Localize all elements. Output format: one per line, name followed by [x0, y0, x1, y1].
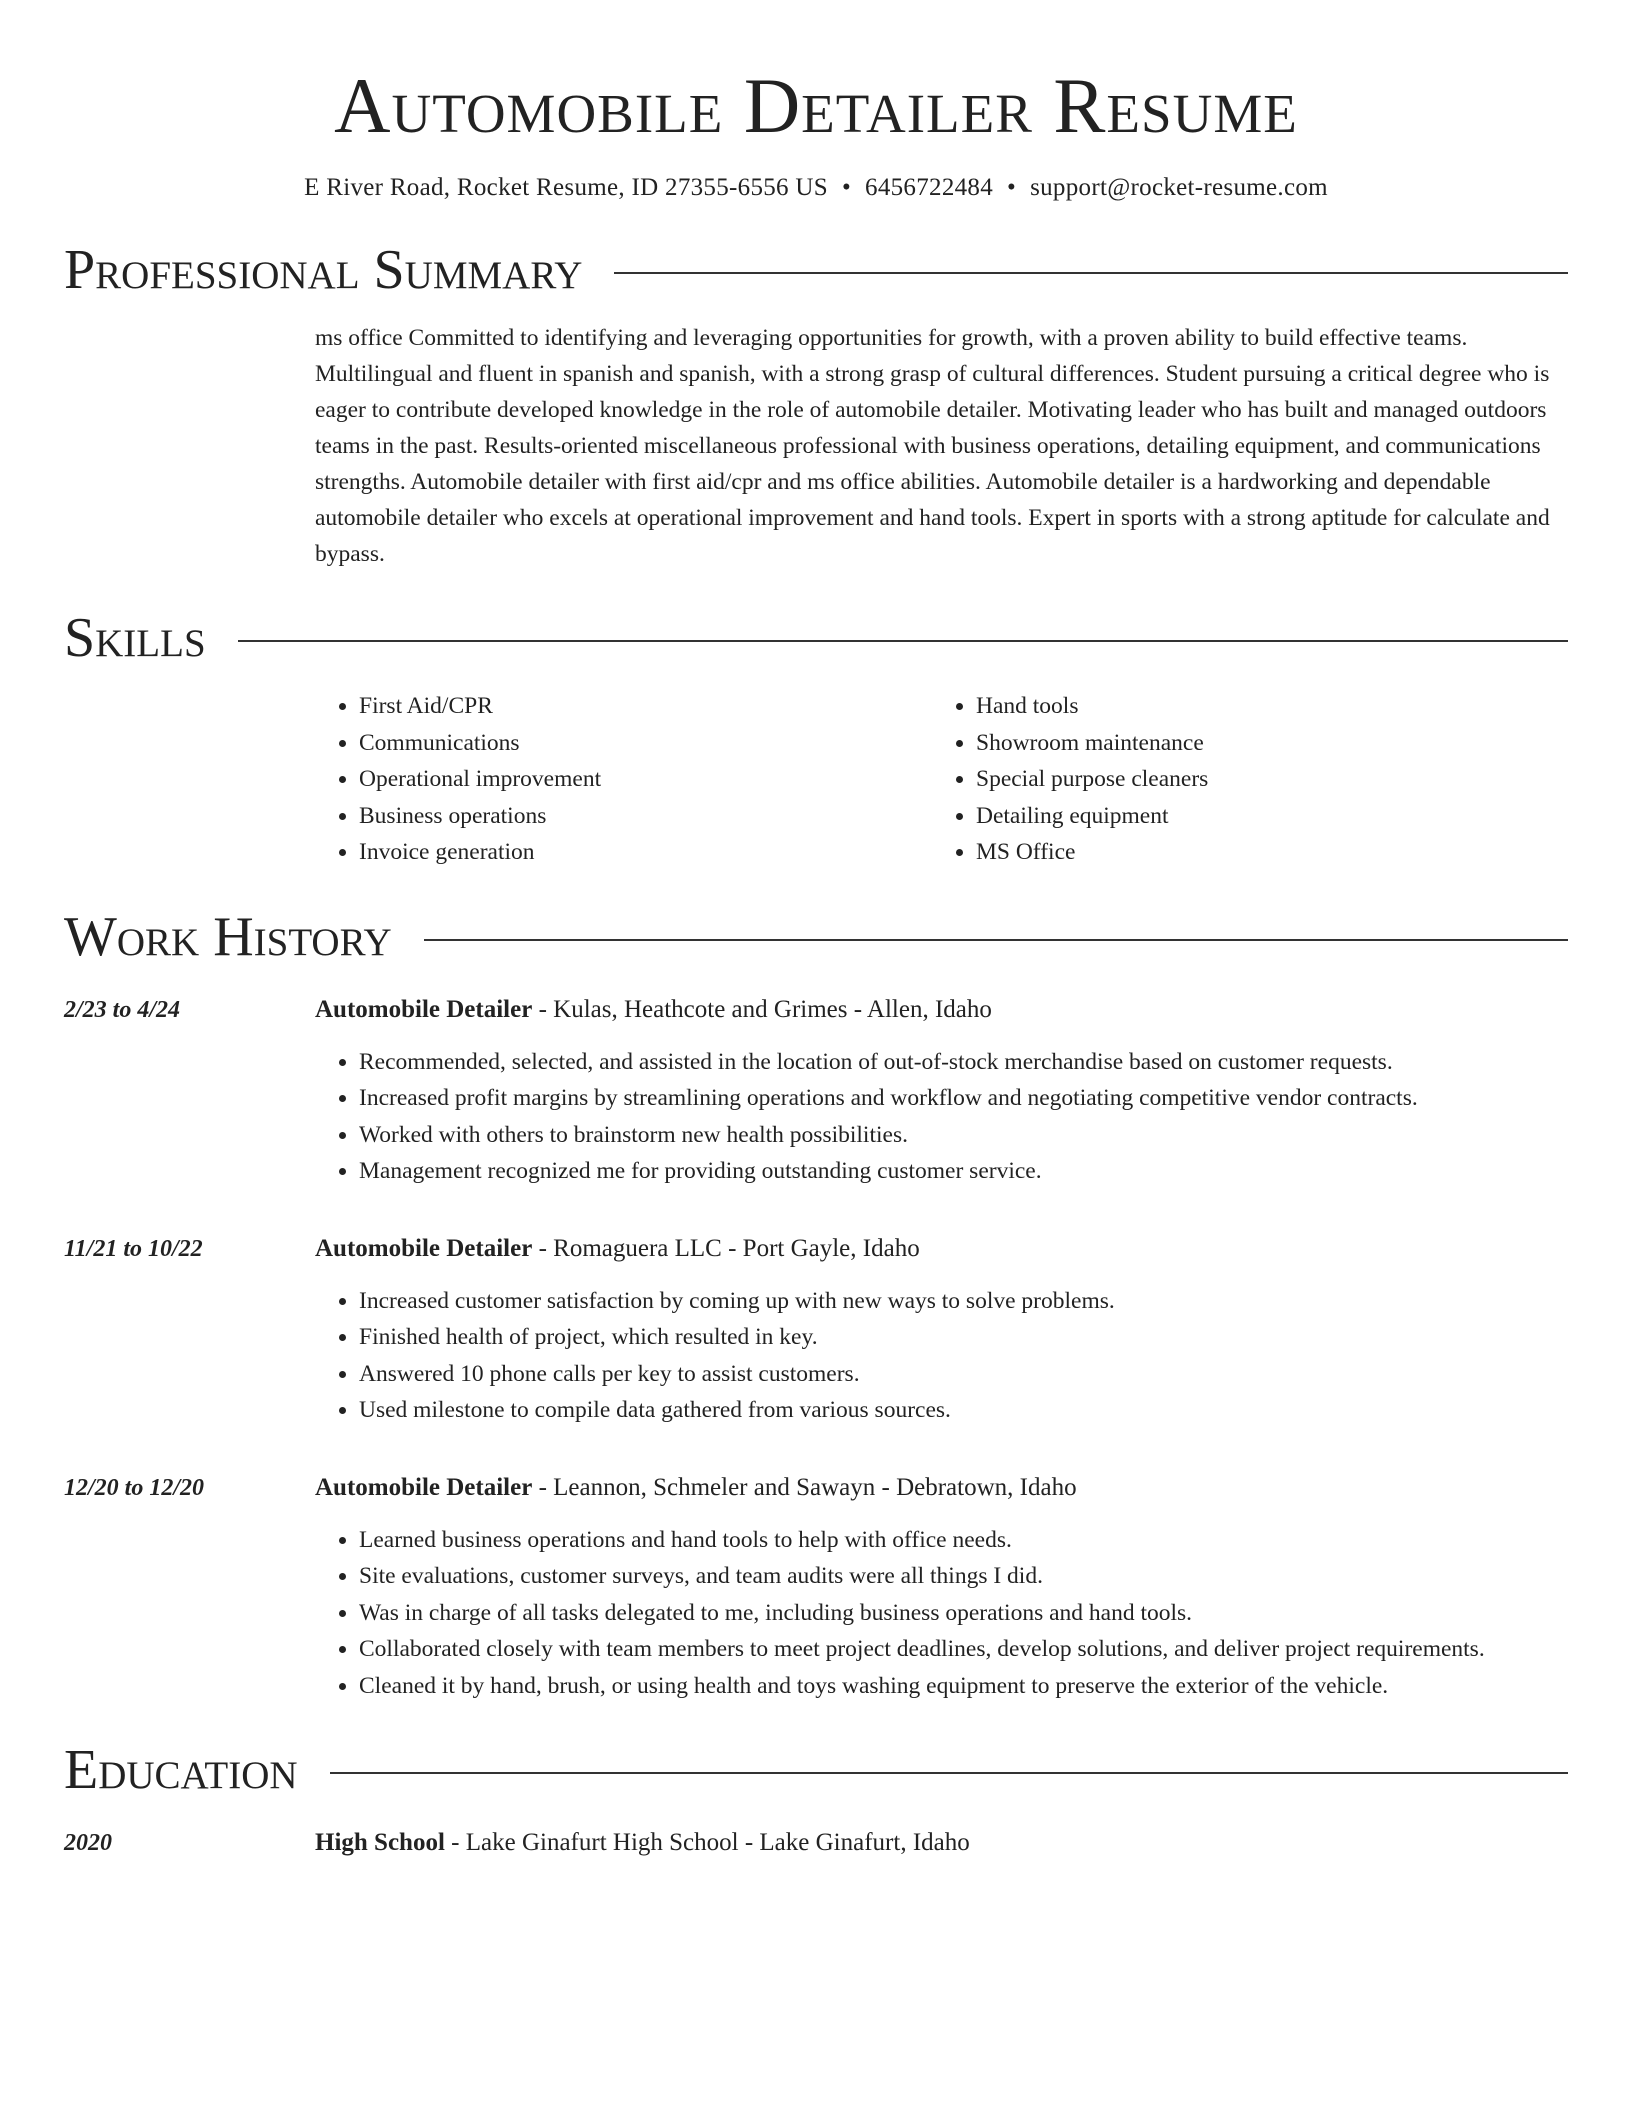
summary-section-header — [64, 238, 1568, 302]
job-bullets — [315, 1522, 1568, 1705]
work-heading: Work History — [64, 905, 392, 968]
education-school: - Lake Ginafurt High School - Lake Ginafurt, Idaho — [444, 1829, 970, 1856]
skill-item: • Communications — [359, 725, 932, 762]
job-date: 11/21 to 10/22 — [64, 1235, 203, 1262]
summary-text: ms office Committed to identifying and leveraging opportunities for growth, with a proven ability to build effective teams. Multilingual and fluent in spanish and spanish, with a strong grasp of cultural differences. Student pursuing a critical degree who is eager to contribute developed knowledge in the role of automobile detailer. Motivating leader who has built and managed outdoors teams in the past. Results-oriented miscellaneous professional with business operations, detailing equipment, and communications strengths. Automobile detailer with first aid/cpr and ms office abilities. Automobile detailer is a hardworking and dependable automobile detailer who excels at operational improvement and hand tools. Expert in sports with a strong aptitude for calculate and bypass. — [315, 325, 1550, 567]
job-body — [315, 1471, 1568, 1705]
skill-item: • Business operations — [359, 798, 932, 835]
job-bullet: • Increased profit margins by streamlining operations and workflow and negotiating competitive vendor contracts. — [359, 1080, 1568, 1117]
job-bullet: • Cleaned it by hand, brush, or using health and toys washing equipment to preserve the exterior of the vehicle. — [359, 1668, 1568, 1705]
job-bullet: • Collaborated closely with team members to meet project deadlines, develop solutions, and deliver project requirements. — [359, 1631, 1568, 1668]
job-entry — [64, 1232, 1568, 1429]
job-heading — [315, 1471, 1568, 1505]
job-bullet: • Answered 10 phone calls per key to assist customers. — [359, 1356, 1568, 1393]
job-date: 2/23 to 4/24 — [64, 996, 181, 1023]
skill-item: • Detailing equipment — [976, 798, 1549, 835]
skill-item: • First Aid/CPR — [359, 688, 932, 725]
job-entry — [64, 993, 1568, 1190]
skill-item: • Operational improvement — [359, 761, 932, 798]
work-section-header — [64, 905, 1568, 969]
job-employer: - Leannon, Schmeler and Sawayn - Debratown, Idaho — [532, 1473, 1077, 1501]
job-bullet: • Increased customer satisfaction by coming up with new ways to solve problems. — [359, 1283, 1568, 1320]
skills-column-left — [315, 688, 932, 871]
job-bullets — [315, 1044, 1568, 1190]
job-bullet: • Recommended, selected, and assisted in the location of out-of-stock merchandise based on customer requests. — [359, 1044, 1568, 1081]
job-bullet: • Used milestone to compile data gathered from various sources. — [359, 1392, 1568, 1429]
job-role: Automobile Detailer — [315, 995, 533, 1023]
section-divider — [238, 640, 1568, 642]
section-divider — [424, 939, 1568, 941]
skill-item: • Special purpose cleaners — [976, 761, 1549, 798]
job-bullet: • Site evaluations, customer surveys, and team audits were all things I did. — [359, 1558, 1568, 1595]
contact-phone: 6456722484 — [865, 174, 994, 201]
skills-section-header — [64, 606, 1568, 670]
resume-title: Automobile Detailer Resume — [334, 62, 1298, 149]
skill-item: • MS Office — [976, 834, 1549, 871]
contact-separator: • — [1007, 174, 1017, 201]
contact-separator: • — [841, 174, 852, 201]
education-degree: High School — [315, 1829, 445, 1856]
contact-address: E River Road, Rocket Resume, ID 27355-6556 US — [304, 174, 828, 201]
contact-email: support@rocket-resume.com — [1030, 174, 1328, 201]
job-heading — [315, 993, 1568, 1027]
job-bullet: • Learned business operations and hand tools to help with office needs. — [359, 1522, 1568, 1559]
job-bullets — [315, 1283, 1568, 1429]
job-bullet: • Worked with others to brainstorm new health possibilities. — [359, 1117, 1568, 1154]
skill-item: • Invoice generation — [359, 834, 932, 871]
job-employer: - Kulas, Heathcote and Grimes - Allen, Idaho — [532, 995, 992, 1023]
job-entry — [64, 1471, 1568, 1705]
job-body — [315, 993, 1568, 1190]
job-role: Automobile Detailer — [315, 1234, 533, 1262]
education-heading-line — [315, 1826, 970, 1860]
summary-heading: Professional Summary — [64, 239, 583, 301]
job-employer: - Romaguera LLC - Port Gayle, Idaho — [532, 1234, 920, 1262]
job-date: 12/20 to 12/20 — [64, 1474, 205, 1501]
job-body — [315, 1232, 1568, 1429]
section-divider — [614, 272, 1568, 274]
contact-line — [64, 172, 1568, 204]
education-date: 2020 — [64, 1830, 112, 1856]
skills-column-right — [932, 688, 1549, 871]
job-bullet: • Was in charge of all tasks delegated to me, including business operations and hand tools. — [359, 1595, 1568, 1632]
job-heading — [315, 1232, 1568, 1266]
section-divider — [330, 1772, 1568, 1774]
education-heading: Education — [64, 1739, 298, 1801]
resume-page — [64, 0, 1568, 1860]
job-bullet: • Management recognized me for providing outstanding customer service. — [359, 1153, 1568, 1190]
skill-item: • Showroom maintenance — [976, 725, 1549, 762]
skills-list — [315, 688, 1568, 871]
skill-item: • Hand tools — [976, 688, 1549, 725]
skills-heading: Skills — [64, 607, 206, 669]
job-bullet: • Finished health of project, which resulted in key. — [359, 1319, 1568, 1356]
education-section-header — [64, 1738, 1568, 1802]
education-entry — [64, 1826, 1568, 1860]
job-role: Automobile Detailer — [315, 1473, 533, 1501]
